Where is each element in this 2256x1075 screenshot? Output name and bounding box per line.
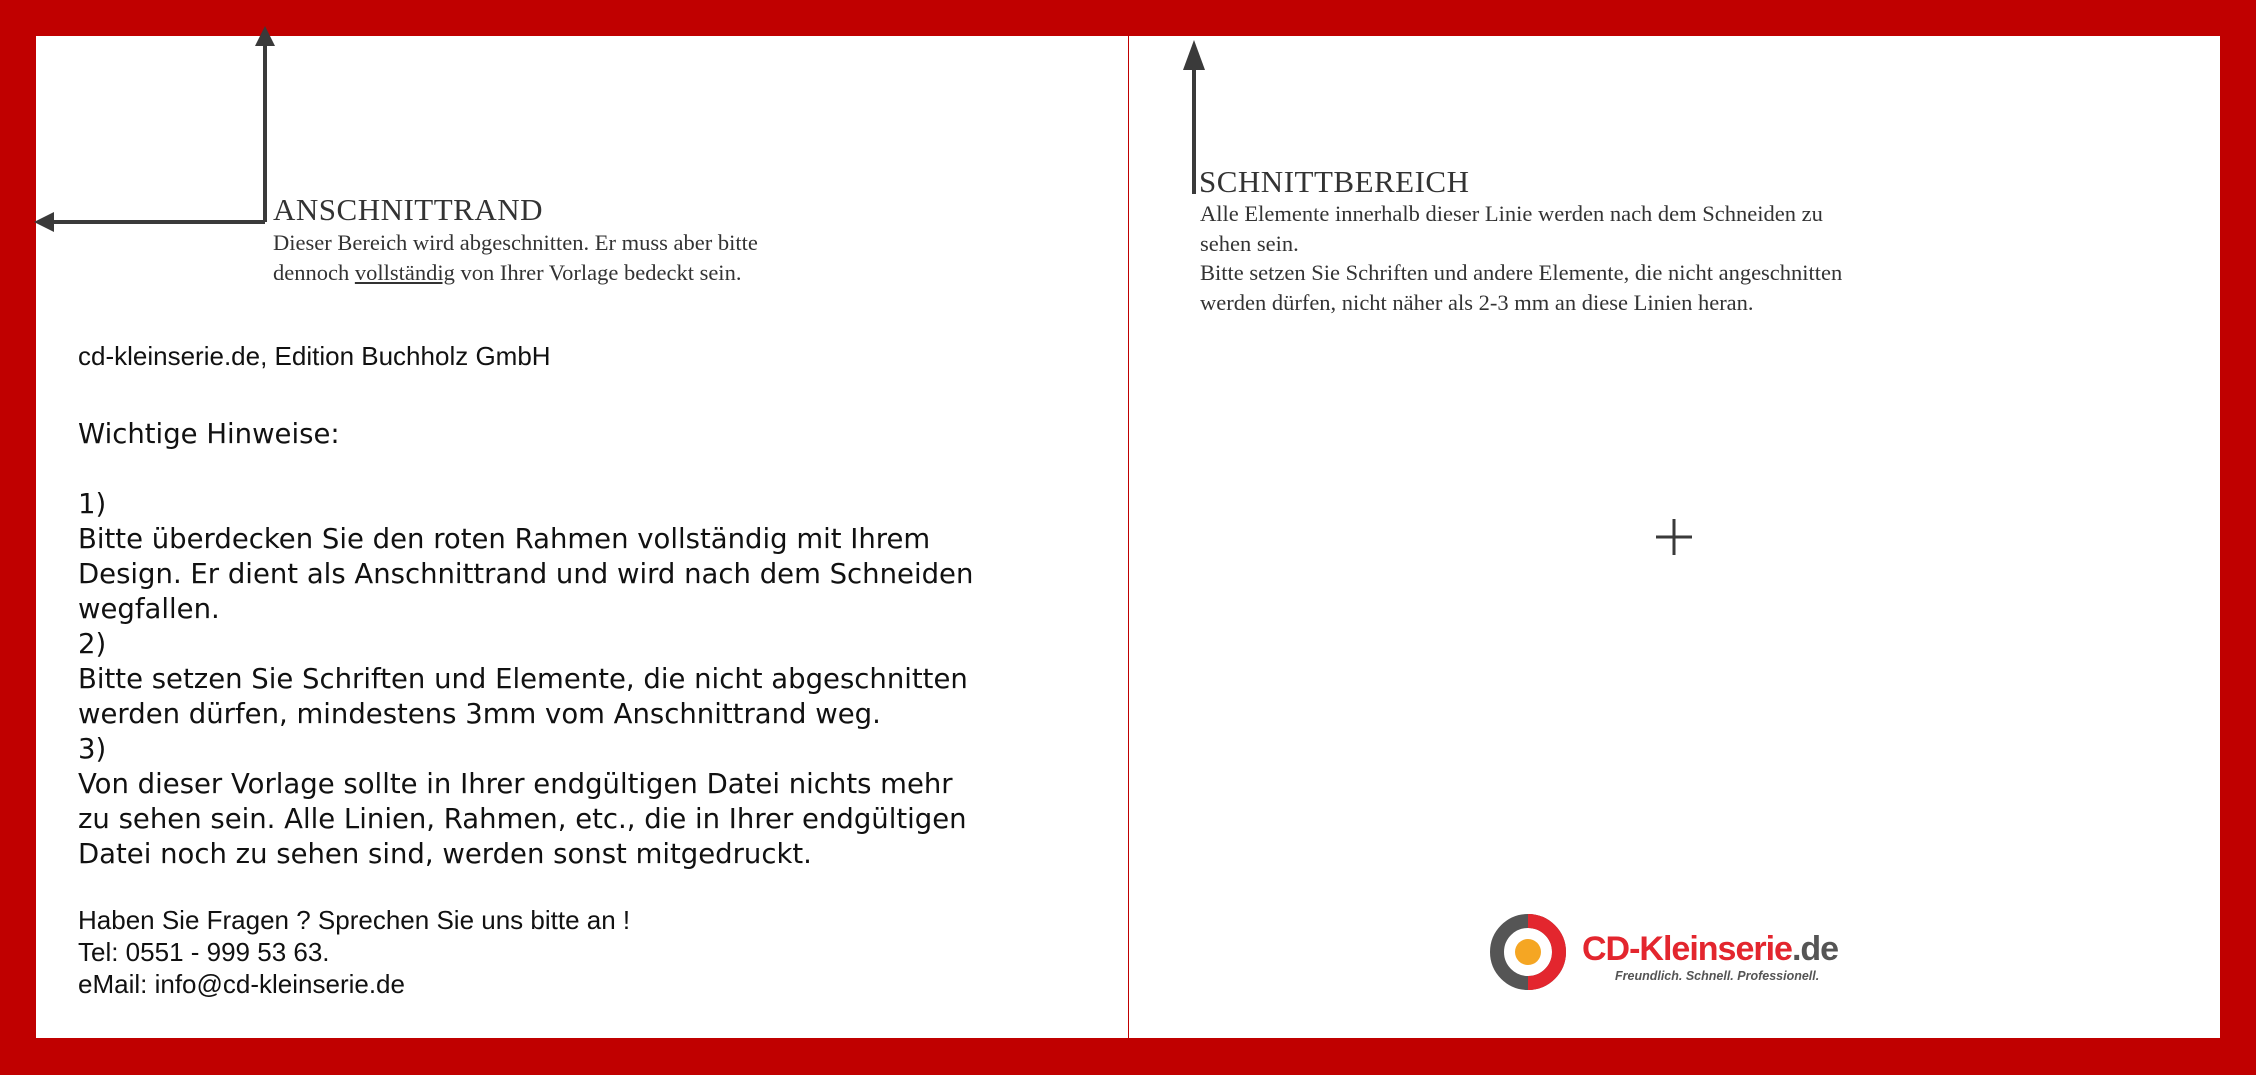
bleed-desc-post: von Ihrer Vorlage bedeckt sein. <box>454 259 742 285</box>
logo-name-main: CD-Kleinserie <box>1582 930 1792 968</box>
bleed-horizontal-arrowhead <box>34 212 54 232</box>
bleed-title: ANSCHNITTRAND <box>273 192 543 227</box>
company-name: cd-kleinserie.de, Edition Buchholz GmbH <box>78 341 551 371</box>
logo-name-tld: .de <box>1791 930 1839 968</box>
note-number-3: 3) <box>78 733 107 765</box>
cut-title: SCHNITTBEREICH <box>1199 164 1470 199</box>
note-2-line2: werden dürfen, mindestens 3mm vom Anschnittrand weg. <box>78 698 881 730</box>
cut-description <box>1200 199 1842 317</box>
important-notes <box>78 417 978 872</box>
cut-desc-line4: werden dürfen, nicht näher als 2-3 mm an diese Linien heran. <box>1200 289 1754 315</box>
logo-tagline: Freundlich. Schnell. Professionell. <box>1615 969 1820 983</box>
contact-info <box>78 904 630 1000</box>
cut-desc-line2: sehen sein. <box>1200 230 1299 256</box>
note-3-line1: Von dieser Vorlage sollte in Ihrer endgültigen Datei nichts mehr <box>78 768 953 800</box>
contact-email: eMail: info@cd-kleinserie.de <box>78 969 405 999</box>
bleed-desc-pre: dennoch <box>273 259 355 285</box>
note-number-2: 2) <box>78 628 107 660</box>
contact-phone: Tel: 0551 - 999 53 63. <box>78 937 330 967</box>
logo-wordmark <box>1582 930 1838 969</box>
note-3-line2: zu sehen sein. Alle Linien, Rahmen, etc., die in Ihrer endgültigen <box>78 803 967 835</box>
logo-disc-icon <box>1488 912 1568 992</box>
bleed-description <box>273 228 758 287</box>
note-3-line3: Datei noch zu sehen sind, werden sonst mitgedruckt. <box>78 838 812 870</box>
bleed-desc-line2 <box>273 258 758 288</box>
note-1-line1: Bitte überdecken Sie den roten Rahmen vollständig mit Ihrem <box>78 523 931 555</box>
bleed-desc-underlined: vollständig <box>354 259 455 285</box>
note-2-line1: Bitte setzen Sie Schriften und Elemente, die nicht abgeschnitten <box>78 663 968 695</box>
contact-question: Haben Sie Fragen ? Sprechen Sie uns bitte an ! <box>78 905 631 935</box>
note-1-line3: wegfallen. <box>78 593 220 625</box>
bleed-desc-line1: Dieser Bereich wird abgeschnitten. Er muss aber bitte <box>273 230 758 255</box>
note-1-line2: Design. Er dient als Anschnittrand und wird nach dem Schneiden <box>78 558 974 590</box>
cut-vertical-arrowhead <box>1183 40 1205 70</box>
notes-title: Wichtige Hinweise: <box>78 418 340 450</box>
bleed-vertical-arrowhead <box>255 26 275 46</box>
cut-desc-line3: Bitte setzen Sie Schriften und andere Elemente, die nicht angeschnitten <box>1200 260 1843 285</box>
cut-desc-line1: Alle Elemente innerhalb dieser Linie werden nach dem Schneiden zu <box>1200 201 1823 226</box>
note-number-1: 1) <box>78 488 107 520</box>
